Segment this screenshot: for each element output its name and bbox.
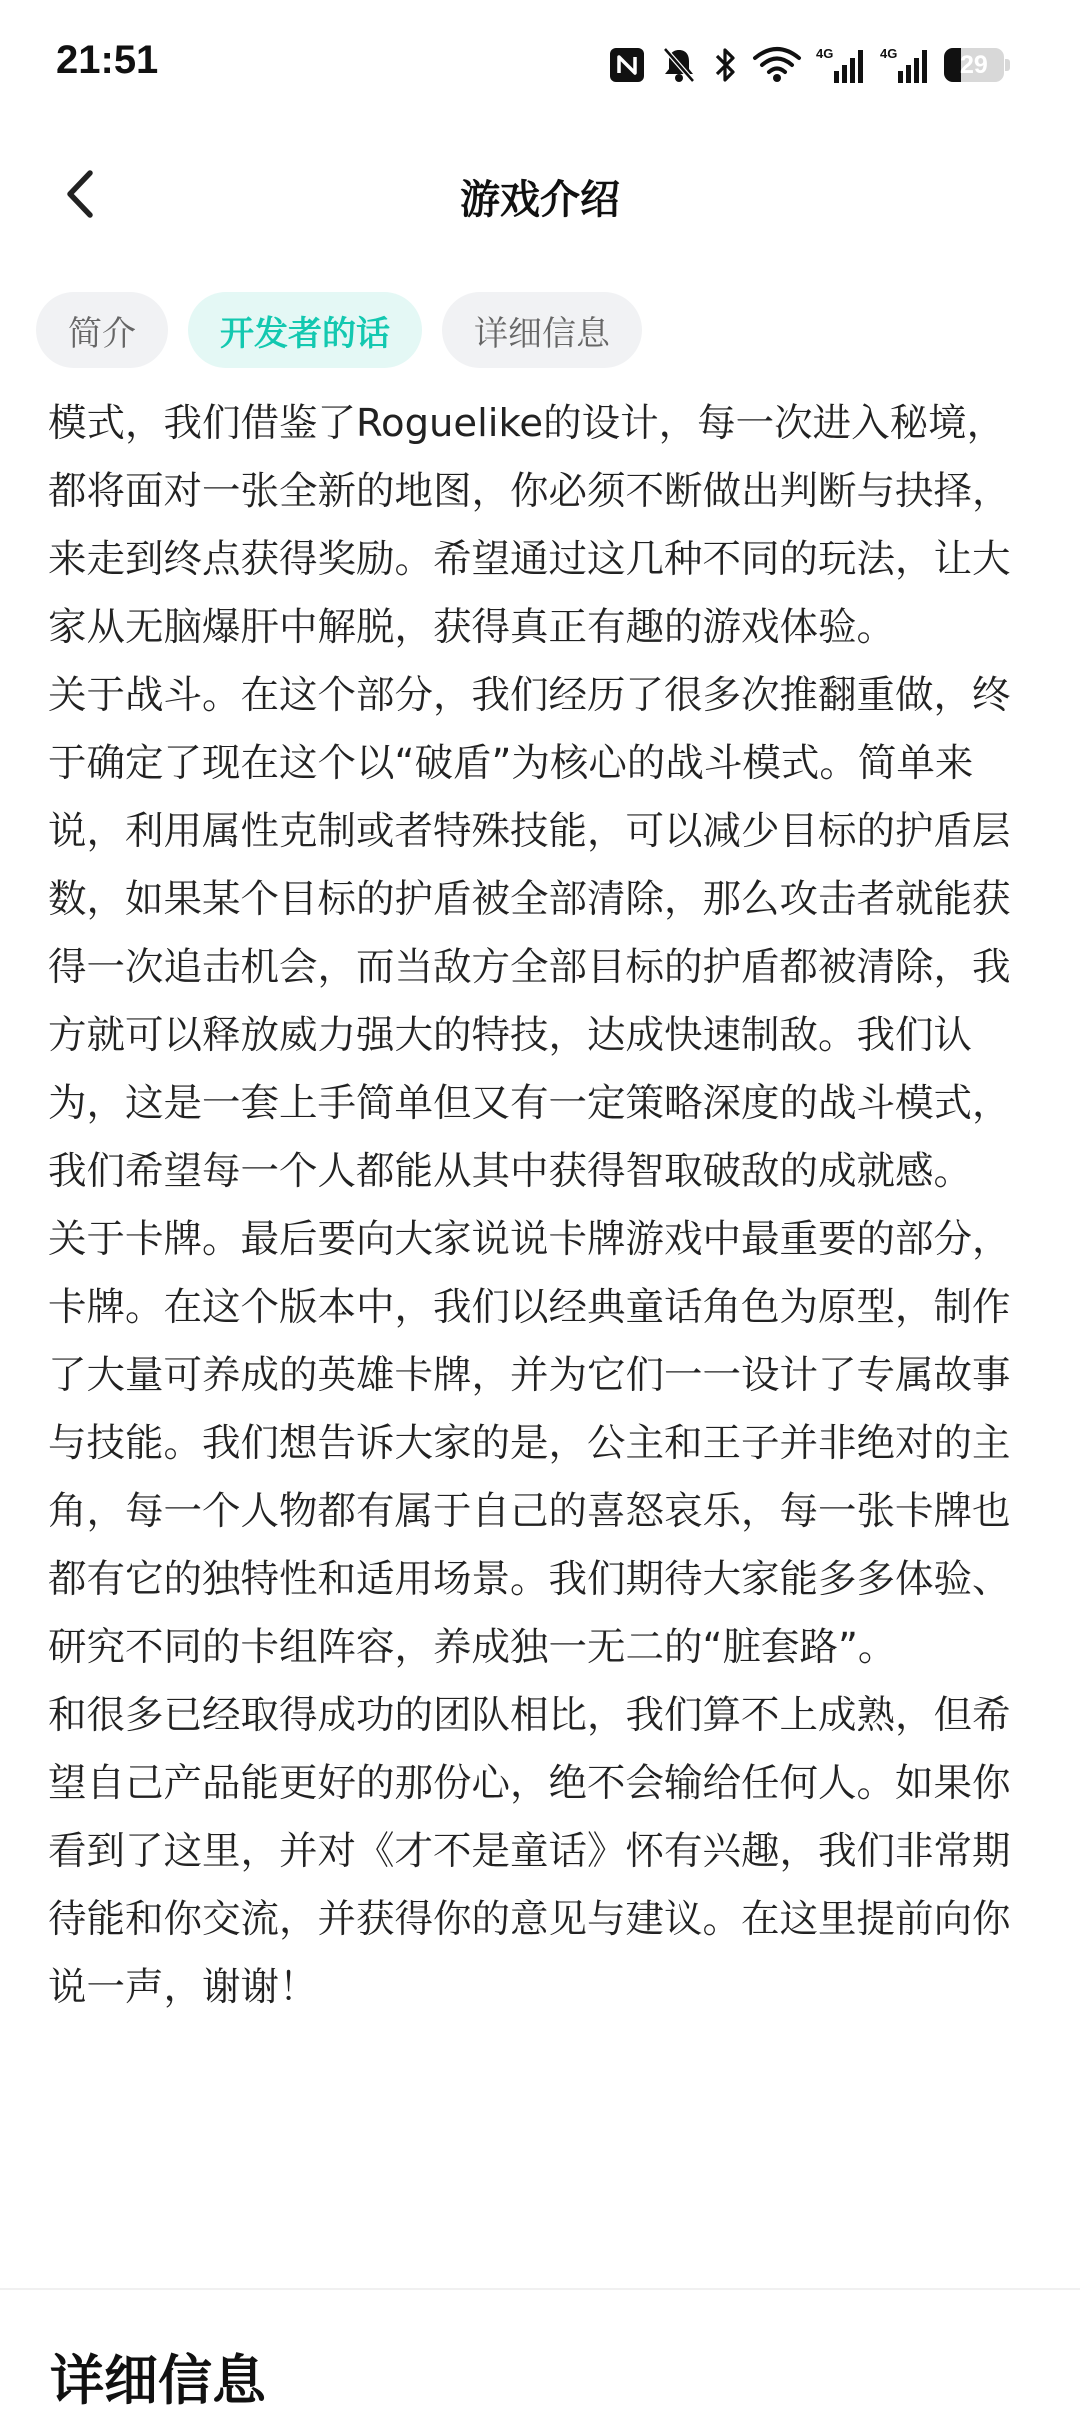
- page-title: 游戏介绍: [460, 177, 620, 223]
- svg-text:4G: 4G: [880, 46, 898, 61]
- battery-level: 29: [960, 51, 988, 79]
- signal-4g-icon: [880, 45, 930, 85]
- svg-text:4G: 4G: [816, 46, 834, 61]
- header: [0, 140, 1080, 250]
- tab-bar: [36, 292, 642, 368]
- mute-bell-icon: [660, 45, 698, 85]
- wifi-icon: [752, 46, 802, 84]
- tab-intro[interactable]: 简介: [36, 292, 168, 368]
- paragraph: 和很多已经取得成功的团队相比，我们算不上成熟，但希望自己产品能更好的那份心，绝不会输给任何人。如果你看到了这里，并对《才不是童话》怀有兴趣，我们非常期待能和你交流，并获得你的意见与建议。在这里提前向你说一声，谢谢！: [48, 1693, 1011, 2010]
- tab-developer-words[interactable]: 开发者的话: [188, 292, 422, 368]
- tab-details[interactable]: 详细信息: [442, 292, 642, 368]
- developer-words-content: [48, 390, 1038, 2022]
- signal-4g-icon: [816, 45, 866, 85]
- paragraph: 关于卡牌。最后要向大家说说卡牌游戏中最重要的部分，卡牌。在这个版本中，我们以经典童话角色为原型，制作了大量可养成的英雄卡牌，并为它们一一设计了专属故事与技能。我们想告诉大家的是，公主和王子并非绝对的主角，每一个人物都有属于自己的喜怒哀乐，每一张卡牌也都有它的独特性和适用场景。我们期待大家能多多体验、研究不同的卡组阵容，养成独一无二的“脏套路”。: [48, 1217, 1011, 1670]
- section-divider: [0, 2288, 1080, 2290]
- battery-icon: [944, 48, 1010, 82]
- status-icons: [608, 40, 1010, 90]
- status-bar: [0, 0, 1080, 120]
- details-section-title: 详细信息: [50, 2349, 266, 2412]
- bluetooth-icon: [712, 45, 738, 85]
- paragraph: 关于战斗。在这个部分，我们经历了很多次推翻重做，终于确定了现在这个以“破盾”为核心的战斗模式。简单来说，利用属性克制或者特殊技能，可以减少目标的护盾层数，如果某个目标的护盾被全部清除，那么攻击者就能获得一次追击机会，而当敌方全部目标的护盾都被清除，我方就可以释放威力强大的特技，达成快速制敌。我们认为，这是一套上手简单但又有一定策略深度的战斗模式，我们希望每一个人都能从其中获得智取破敌的成就感。: [48, 673, 1011, 1194]
- nfc-icon: [608, 46, 646, 84]
- status-time: 21:51: [56, 38, 159, 82]
- paragraph: 模式，我们借鉴了Roguelike的设计，每一次进入秘境，都将面对一张全新的地图，你必须不断做出判断与抉择，来走到终点获得奖励。希望通过这几种不同的玩法，让大家从无脑爆肝中解脱，获得真正有趣的游戏体验。: [48, 401, 1011, 650]
